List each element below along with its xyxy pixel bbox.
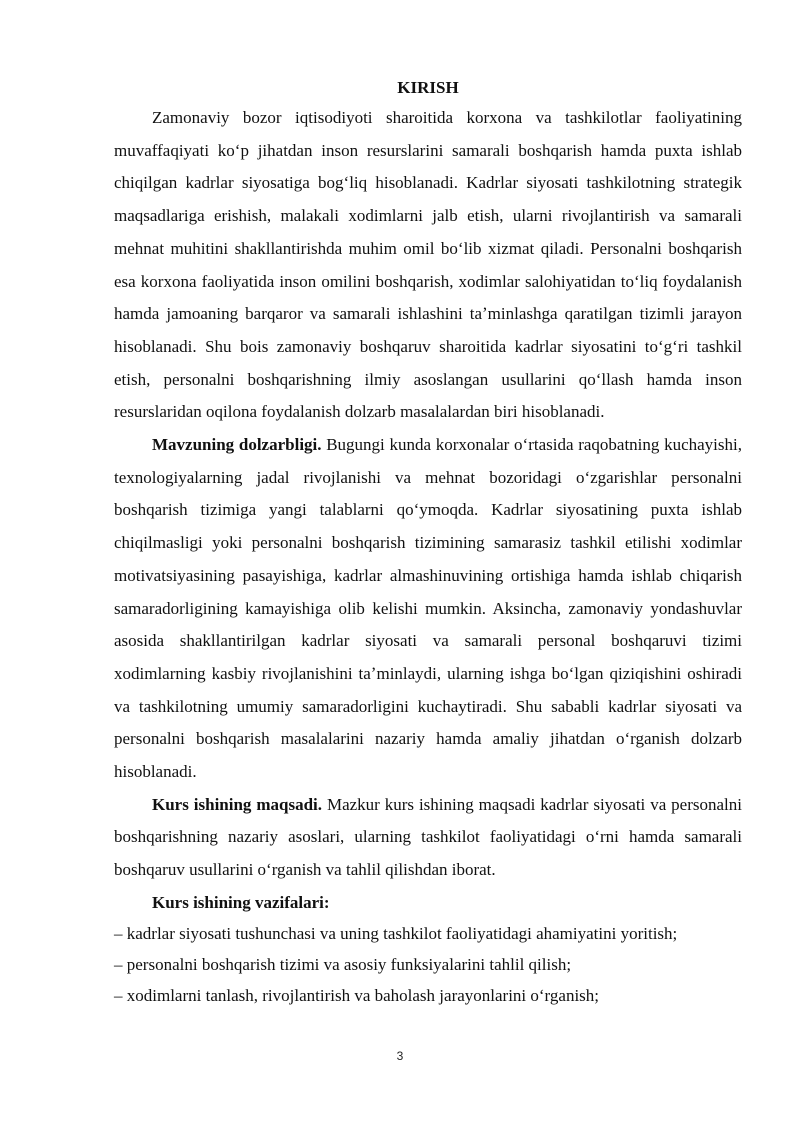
relevance-text: Bugungi kunda korxonalar oʻrtasida raqobatning kuchayishi, texnologiyalarning jadal rivojlanishi va mehnat bozoridagi oʻzgarishlar personalni boshqarish tizimiga yangi talablarni qoʻymoqda. Kadrlar siyosatining puxta ishlab chiqilmasligi yoki personalni boshqarish tizimining samarasiz tashkil etilishi xodimlar motivatsiyasining pasayishiga, kadrlar almashinuvining ortishiga hamda ishlab chiqarish samaradorligining kamayishiga olib kelishi mumkin. Aksincha, zamonaviy yondashuvlar asosida shakllantirilgan kadrlar siyosati va samarali personal boshqaruvi tizimi xodimlarning kasbiy rivojlanishini taʼminlaydi, ularning ishga boʻlgan qiziqishini oshiradi va tashkilotning umumiy samaradorligini kuchaytiradi. Shu sababli kadrlar siyosati va personalni boshqarish masalalarini nazariy hamda amaliy jihatdan oʻrganish dolzarb hisoblanadi.: [114, 435, 742, 782]
purpose-text: Mazkur kurs ishining maqsadi kadrlar siyosati va personalni boshqarishning nazariy asoslari, ularning tashkilot faoliyatidagi oʻrni hamda samarali boshqaruv usullarini oʻrganish va tahlil qilishdan iborat.: [114, 794, 742, 880]
page-number: 3: [396, 1049, 404, 1063]
relevance-paragraph: [114, 429, 742, 789]
page-body: [114, 74, 742, 1011]
intro-paragraph: Zamonaviy bozor iqtisodiyoti sharoitida korxona va tashkilotlar faoliyatining muvaffaqiyati koʻp jihatdan inson resurslarini samarali boshqarish hamda puxta ishlab chiqilgan kadrlar siyosatiga bogʻliq hisoblanadi. Kadrlar siyosati tashkilotning strategik maqsadlariga erishish, malakali xodimlarni jalb etish, ularni rivojlantirish va samarali mehnat muhitini shakllantirishda muhim omil boʻlib xizmat qiladi. Personalni boshqarish esa korxona faoliyatida inson omilini boshqarish, xodimlar salohiyatidan toʻliq foydalanish hamda jamoaning barqaror va samarali ishlashini taʼminlashga qaratilgan tizimli jarayon hisoblanadi. Shu bois zamonaviy boshqaruv sharoitida kadrlar siyosatini toʻgʻri tashkil etish, personalni boshqarishning ilmiy asoslangan usullarini qoʻllash hamda inson resurslaridan oqilona foydalanish dolzarb masalalardan biri hisoblanadi.: [114, 108, 742, 422]
purpose-paragraph: [114, 789, 742, 887]
task-item: – xodimlarni tanlash, rivojlantirish va baholash jarayonlarini oʻrganish;: [114, 985, 600, 1005]
tasks-heading: Kurs ishining vazifalari:: [152, 892, 330, 912]
task-item: – personalni boshqarish tizimi va asosiy funksiyalarini tahlil qilish;: [114, 954, 572, 974]
purpose-label: Kurs ishining maqsadi.: [152, 794, 323, 814]
relevance-label: Mavzuning dolzarbligi.: [152, 435, 322, 455]
task-item: – kadrlar siyosati tushunchasi va uning tashkilot faoliyatidagi ahamiyatini yoritish;: [114, 923, 678, 943]
section-title: KIRISH: [397, 78, 459, 97]
